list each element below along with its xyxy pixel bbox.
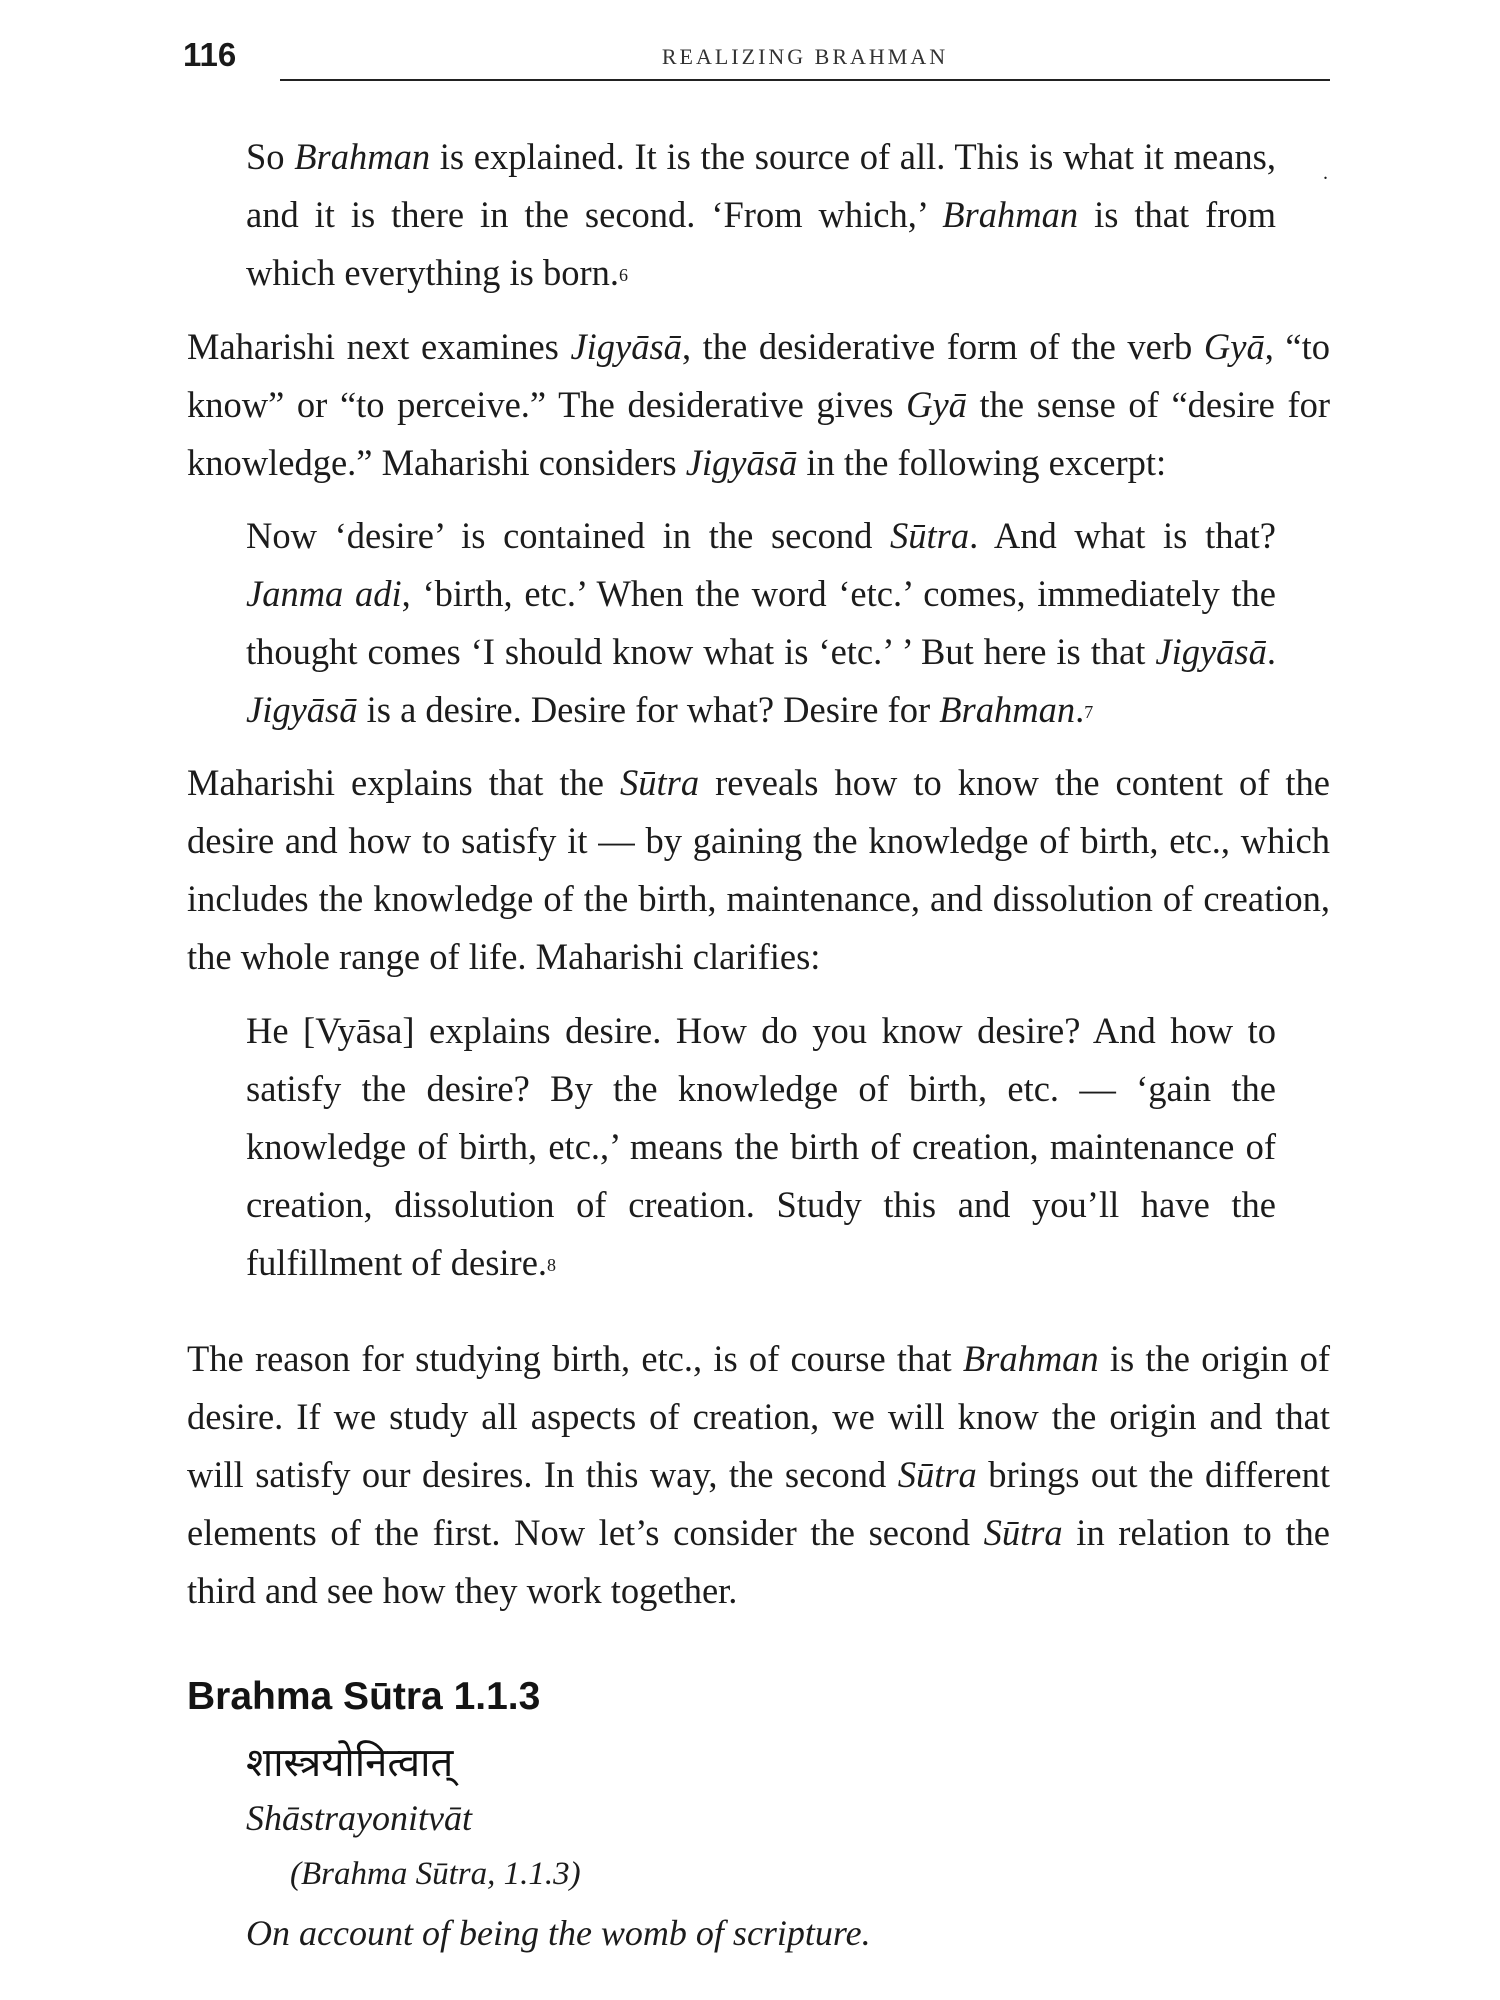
italic-term: Brahman (962, 1338, 1099, 1379)
text-run: . And what is that? (969, 515, 1276, 556)
paragraph-reason-studying (187, 1330, 1330, 1620)
quote-vyasa-explains (246, 1002, 1276, 1292)
text-run: brings out the different elements of the first. Now let’s consider the second (187, 1454, 1330, 1553)
italic-term: Gyā (906, 384, 967, 425)
italic-term: Janma adi (246, 573, 402, 614)
text-run: , the desiderative form of the verb (681, 326, 1204, 367)
text-run: He [Vyāsa] explains desire. How do you know desire? And how to satisfy the desire? By the knowledge of birth, etc. — ‘gain the knowledge of birth, etc.,’ means the birth of creation, maintenance of creation, dissolution of creation. Study this and you’ll have the fulfillment of desire. (246, 1010, 1276, 1283)
text-run: is a desire. Desire for what? Desire for (357, 689, 940, 730)
text-run: in the following excerpt: (797, 442, 1167, 483)
sutra-translation: On account of being the womb of scripture. (246, 1913, 871, 1953)
italic-term: Jigyāsā (685, 442, 798, 483)
text-run: . (1266, 631, 1276, 672)
italic-term: Sūtra (620, 762, 700, 803)
page-number: 116 (183, 36, 237, 73)
italic-term: Jigyāsā (570, 326, 682, 367)
italic-term: Jigyāsā (246, 689, 358, 730)
section-title: Brahma Sūtra 1.1.3 (187, 1675, 541, 1718)
text-run: is explained. It is the source of all. This is what it means, and it is there in the second. ‘From which,’ (246, 136, 1276, 235)
text-run: , ‘birth, etc.’ When the word ‘etc.’ comes, immediately the thought comes ‘I should know what is ‘etc.’ ’ But here is that (246, 573, 1276, 672)
text-run: in relation to the third and see how they work together. (187, 1512, 1330, 1611)
text-run: reveals how to know the content of the desire and how to satisfy it — by gaining the knowledge of birth, etc., which includes the knowledge of the birth, maintenance, and dissolution of creation, the whole range of life. Maharishi clarifies: (187, 762, 1330, 977)
sutra-transliteration: Shāstrayonitvāt (246, 1798, 472, 1838)
text-run: is the origin of desire. If we study all aspects of creation, we will know the origin and that will satisfy our desires. In this way, the second (187, 1338, 1330, 1495)
footnote-marker: 6 (619, 265, 629, 285)
text-run: Maharishi explains that the (187, 762, 621, 803)
italic-term: Brahman (294, 136, 431, 177)
footnote-marker: 7 (1084, 702, 1094, 722)
paragraph-jigyasa-intro (187, 318, 1330, 492)
text-run: is that from which everything is born. (246, 194, 1276, 293)
text-run: the sense of “desire for knowledge.” Maharishi considers (187, 384, 1331, 483)
italic-term: Sūtra (897, 1454, 977, 1495)
text-run: Now ‘desire’ is contained in the second (246, 515, 890, 556)
italic-term: Brahman (939, 689, 1076, 730)
italic-term: Brahman (942, 194, 1079, 235)
running-head: REALIZING BRAHMAN (661, 44, 949, 69)
text-run: The reason for studying birth, etc., is of course that (187, 1338, 963, 1379)
text-run: Maharishi next examines (187, 326, 571, 367)
sutra-devanagari: शास्त्रयोनित्वात् (246, 1740, 454, 1786)
italic-term: Sūtra (983, 1512, 1063, 1553)
quote-desire-second-sutra (246, 507, 1276, 739)
italic-term: Sūtra (890, 515, 970, 556)
header-rule (280, 79, 1330, 81)
text-run: , “to know” or “to perceive.” The desiderative gives (187, 326, 1331, 425)
paragraph-sutra-reveals (187, 754, 1330, 986)
text-run: So (246, 136, 295, 177)
quote-brahman-explained (246, 128, 1276, 302)
text-run: . (1075, 689, 1085, 730)
italic-term: Jigyāsā (1155, 631, 1267, 672)
sutra-reference: (Brahma Sūtra, 1.1.3) (290, 1856, 581, 1892)
footnote-marker: 8 (547, 1255, 557, 1275)
italic-term: Gyā (1203, 326, 1265, 367)
stray-dot: . (1323, 162, 1328, 184)
